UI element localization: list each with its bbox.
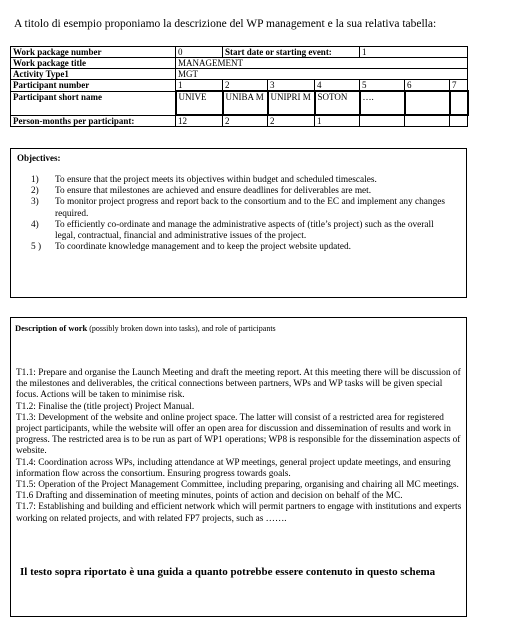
work-package-table: [10, 46, 469, 127]
objective-number: 5 ): [31, 242, 42, 253]
wp-number-value: 0: [176, 47, 223, 58]
person-months-value: 12: [176, 115, 223, 127]
participant-number: 3: [268, 80, 315, 92]
task-paragraph: T1.5: Operation of the Project Management Committee, including preparing, organising and chairing all MC meetings.: [16, 480, 459, 491]
participant-short-name: ….: [360, 91, 405, 115]
activity-type-label: Activity Type1: [11, 69, 176, 80]
objective-number: 2): [31, 186, 39, 197]
participant-short-name: [405, 91, 450, 115]
participant-short-name: SOTON: [315, 91, 360, 115]
participant-number: 7: [450, 80, 468, 92]
objectives-list: [31, 175, 456, 253]
participant-number: 1: [176, 80, 223, 92]
objective-text: To ensure that the project meets its objectives within budget and scheduled timescales.: [55, 175, 377, 185]
guide-note: Il testo sopra riportato è una guida a quanto potrebbe essere contenuto in questo schema: [20, 566, 436, 578]
start-date-value: 1: [360, 47, 468, 58]
task-paragraph: T1.4: Coordination across WPs, including attendance at WP meetings, general project update meetings, and ensuring information flow across the consortium. Ensuring progress towards goals.: [16, 457, 451, 479]
participant-number: 4: [315, 80, 360, 92]
objective-text: To monitor project progress and report back to the consortium and to the EC and implement any changes required.: [55, 197, 445, 219]
participant-short-name: UNIBA M: [223, 91, 268, 115]
objectives-box: [10, 148, 467, 298]
participant-short-name-label: Participant short name: [11, 91, 176, 115]
table-row: [11, 115, 468, 127]
intro-text: A titolo di esempio proponiamo la descrizione del WP management e la sua relativa tabella:: [14, 18, 437, 30]
participant-number: 2: [223, 80, 268, 92]
objectives-heading: Objectives:: [17, 153, 61, 163]
start-date-label: Start date or starting event:: [223, 47, 360, 58]
participant-number-label: Participant number: [11, 80, 176, 92]
participant-number: 6: [405, 80, 450, 92]
person-months-value: 2: [223, 115, 268, 127]
person-months-label: Person-months per participant:: [11, 115, 176, 127]
person-months-value: [360, 115, 405, 127]
task-list: [16, 368, 466, 525]
participant-short-name: UNIVE: [176, 91, 223, 115]
list-item: [31, 197, 456, 219]
wp-title-value: MANAGEMENT: [176, 58, 468, 69]
activity-type-value: MGT: [176, 69, 468, 80]
objective-text: To ensure that milestones are achieved and ensure deadlines for deliverables are met.: [55, 186, 372, 197]
person-months-value: 1: [315, 115, 360, 127]
description-box: [10, 317, 467, 617]
description-heading: [15, 323, 276, 333]
objective-number: 3): [31, 197, 39, 208]
table-row: [11, 47, 468, 58]
table-row: [11, 91, 468, 115]
wp-title-label: Work package title: [11, 58, 176, 69]
objective-text: To efficiently co-ordinate and manage the administrative aspects of (title’s project) such as the overall legal, contractual, financial and administrative issues of the project.: [55, 219, 434, 242]
wp-number-label: Work package number: [11, 47, 176, 58]
objective-text: To coordinate knowledge management and to keep the project website updated.: [55, 242, 351, 253]
task-paragraph: T1.1: Prepare and organise the Launch Meeting and draft the meeting report. At this meeting there will be discussion of the milestones and deliverables, the critical connections between partners, WPs and WP tasks will be given special focus. Actions will be taken to minimise risk.: [16, 368, 461, 401]
participant-number: 5: [360, 80, 405, 92]
list-item: [31, 175, 456, 186]
person-months-value: [450, 115, 468, 127]
table-row: [11, 58, 468, 69]
participant-short-name: [450, 91, 468, 115]
list-item: [31, 220, 456, 242]
list-item: [31, 186, 456, 197]
task-paragraph: T1.3: Development of the website and online project space. The latter will consist of a restricted area for registered project participants, while the website will offer an open area for discussion and dissemination of results and work in progress. The restricted area is to be run as part of WP1 operations; WP8 is responsible for the dissemination aspects of website.: [16, 412, 461, 457]
description-heading-bold: Description of work: [15, 323, 88, 333]
table-row: [11, 80, 468, 92]
objective-number: 1): [31, 175, 39, 185]
person-months-value: 2: [268, 115, 315, 127]
list-item: [31, 242, 456, 253]
participant-short-name: UNIPRI M: [268, 91, 315, 115]
person-months-value: [405, 115, 450, 127]
objective-number: 4): [31, 219, 39, 230]
task-paragraph: T1.2: Finalise the (title project) Project Manual.: [16, 401, 195, 412]
table-row: [11, 69, 468, 80]
task-paragraph: T1.6 Drafting and dissemination of meeting minutes, points of action and decision on behalf of the MC.: [16, 491, 403, 502]
description-heading-rest: (possibly broken down into tasks), and role of participants: [87, 324, 276, 333]
task-paragraph: T1.7: Establishing and building and efficient network which will permit partners to engage with institutions and experts working on related projects, and with related FP7 projects, such as …….: [16, 502, 462, 524]
